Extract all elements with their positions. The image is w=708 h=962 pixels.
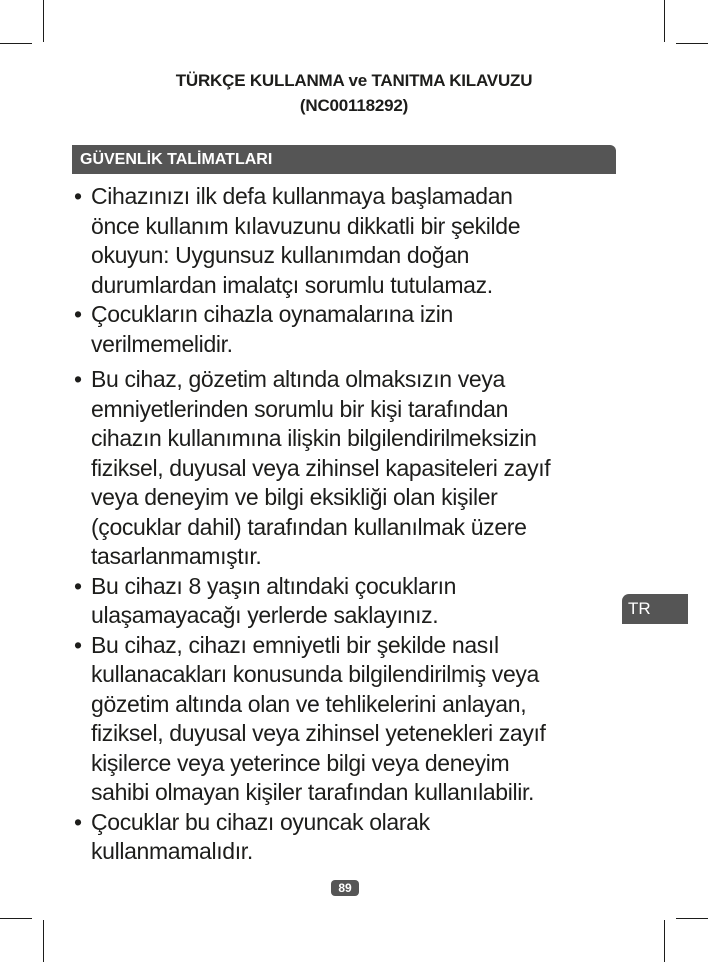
page-number: 89 [331, 880, 359, 896]
crop-mark-bottom-right-horizontal [676, 918, 708, 919]
crop-mark-bottom-left-vertical [43, 920, 44, 962]
text-line: Bu cihazı 8 yaşın altındaki çocukların [91, 572, 457, 599]
title-line-1: TÜRKÇE KULLANMA ve TANITMA KILAVUZU [175, 71, 533, 90]
bullet-icon: • [74, 183, 82, 209]
text-line: Cihazınızı ilk defa kullanmaya başlamadan [91, 183, 513, 209]
text-line: kullanacakları konusunda bilgilendirilmiş veya [91, 661, 539, 687]
list-item [72, 300, 620, 359]
text-line: gözetim altında olan ve tehlikelerini anlayan, [91, 690, 527, 717]
text-line: Bu cihaz, gözetim altında olmaksızın veya [91, 366, 505, 392]
bullet-icon: • [74, 572, 82, 599]
text-line: emniyetlerinden sorumlu bir kişi tarafından [91, 395, 509, 422]
text-line: verilmemelidir. [91, 330, 233, 357]
text-line: cihazın kullanımına ilişkin bilgilendirilmeksizin [91, 425, 537, 451]
bullet-icon: • [74, 366, 82, 392]
text-line: (çocuklar dahil) tarafından kullanılmak üzere [91, 513, 527, 540]
text-line: Çocukların cihazla oynamalarına izin [91, 301, 453, 327]
title-line-2: (NC00118292) [299, 96, 409, 115]
text-line: durumlardan imalatçı sorumlu tutulamaz. [91, 271, 493, 298]
text-line: fiziksel, duyusal veya zihinsel yetenekleri zayıf [91, 720, 546, 746]
language-tab: TR [622, 594, 688, 624]
crop-mark-top-right-vertical [664, 0, 665, 42]
bullet-icon: • [74, 808, 82, 835]
text-line: Bu cihaz, cihazı emniyetli bir şekilde nasıl [91, 631, 499, 658]
text-line: kullanmamalıdır. [91, 838, 253, 864]
list-item [72, 808, 620, 867]
page-title [0, 68, 708, 118]
section-heading: GÜVENLİK TALİMATLARI [72, 145, 616, 174]
text-line: Çocuklar bu cihazı oyuncak olarak [91, 808, 430, 835]
list-item [72, 572, 620, 631]
list-item [72, 631, 620, 808]
text-line: tasarlanmamıştır. [91, 543, 262, 569]
text-line: ulaşamayacağı yerlerde saklayınız. [91, 602, 439, 628]
text-line: fiziksel, duyusal veya zihinsel kapasiteleri zayıf [91, 454, 551, 481]
bullet-icon: • [74, 301, 82, 327]
safety-instructions-list [72, 182, 620, 867]
crop-mark-bottom-left-horizontal [0, 918, 32, 919]
text-line: önce kullanım kılavuzunu dikkatli bir şekilde [91, 212, 521, 239]
text-line: okuyun: Uygunsuz kullanımdan doğan [91, 242, 470, 268]
crop-mark-top-left-vertical [43, 0, 44, 42]
crop-mark-bottom-right-vertical [664, 920, 665, 962]
list-item [72, 182, 620, 300]
crop-mark-top-right-horizontal [676, 43, 708, 44]
crop-mark-top-left-horizontal [0, 43, 32, 44]
bullet-icon: • [74, 631, 82, 658]
text-line: veya deneyim ve bilgi eksikliği olan kişiler [91, 484, 498, 510]
text-line: sahibi olmayan kişiler tarafından kullanılabilir. [91, 779, 535, 805]
text-line: kişilerce veya yeterince bilgi veya deneyim [91, 749, 510, 776]
list-item [72, 365, 620, 572]
